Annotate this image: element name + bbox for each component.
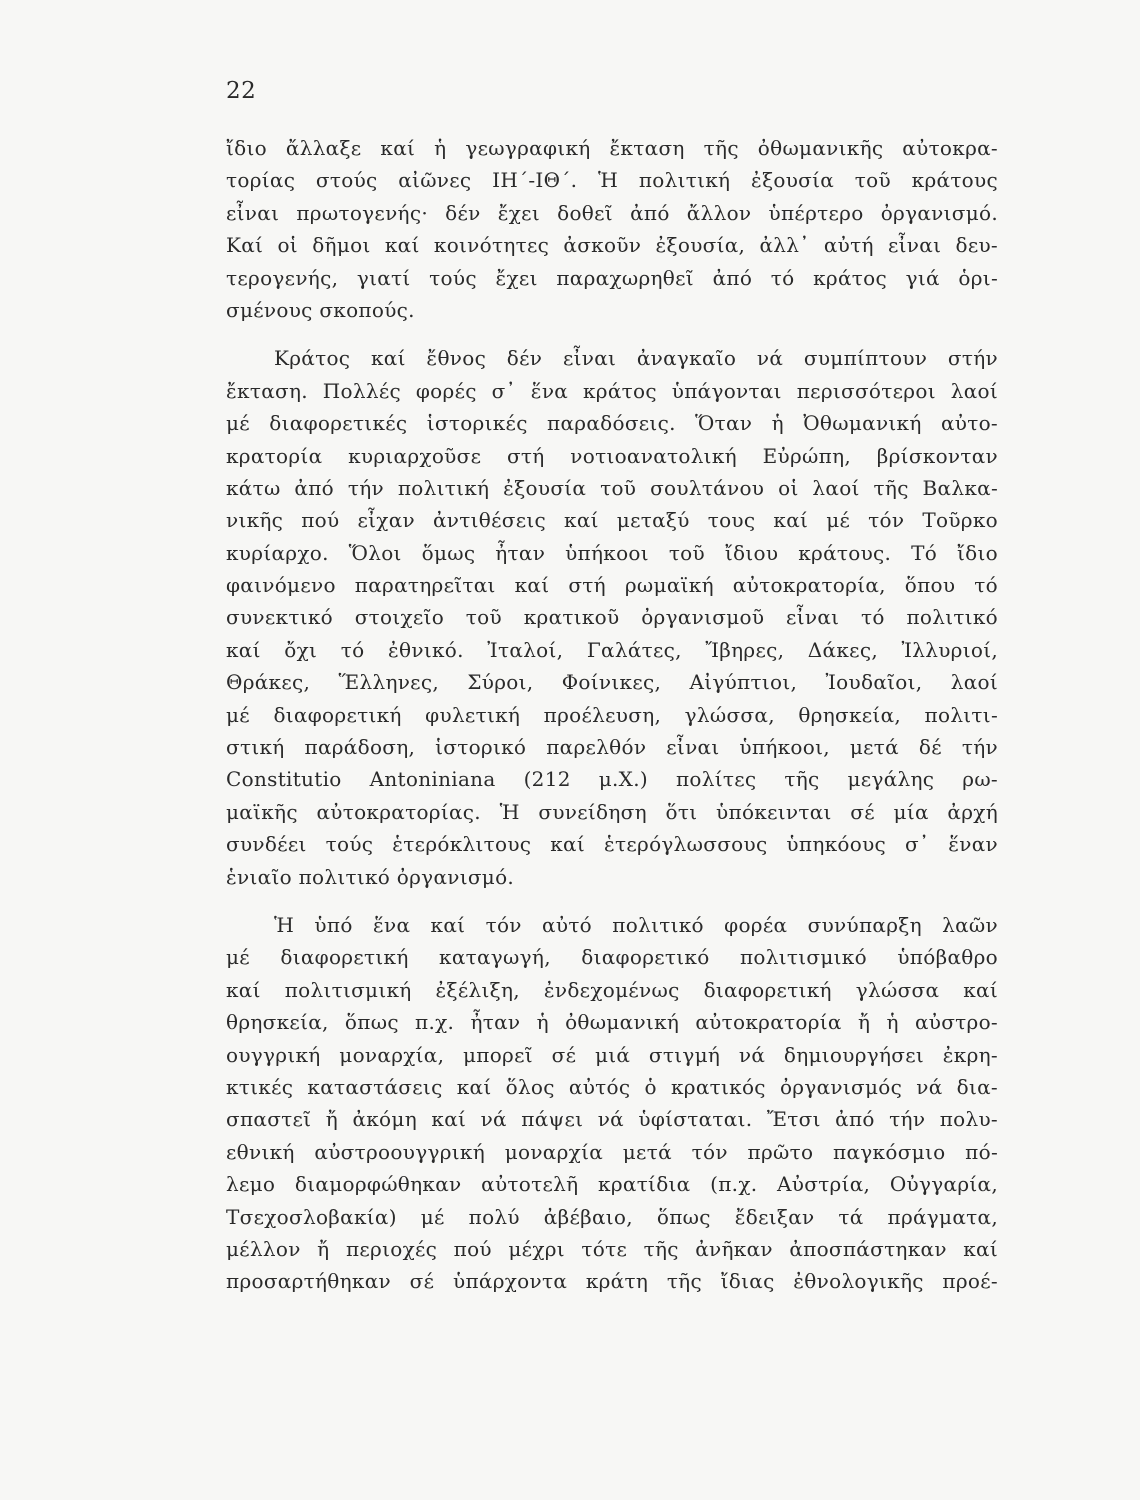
body-text — [226, 132, 998, 1298]
text-line: καί πολιτισμική ἐξέλιξη, ἐνδεχομένως διαφορετική γλώσσα καί — [226, 977, 998, 1002]
paragraph-spacer — [226, 893, 998, 909]
text-line: κυρίαρχο. Ὅλοι ὅμως ἦταν ὑπήκοοι τοῦ ἴδιου κράτους. Τό ἴδιο — [226, 540, 998, 565]
text-line: ἴδιο ἄλλαξε καί ἡ γεωγραφική ἔκταση τῆς ὀθωμανικῆς αὐτοκρα- — [226, 136, 998, 160]
text-line: φαινόμενο παρατηρεῖται καί στή ρωμαϊκή αὐτοκρατορία, ὅπου τό — [226, 573, 998, 598]
text-line: θρησκεία, ὅπως π.χ. ἦταν ἡ ὀθωμανική αὐτοκρατορία ἤ ἡ αὐστρο- — [226, 1010, 998, 1035]
text-line: μέ διαφορετικές ἱστορικές παραδόσεις. Ὅταν ἡ Ὀθωμανική αὐτο- — [226, 411, 998, 436]
paragraph-spacer — [226, 326, 998, 342]
paragraph — [226, 342, 998, 893]
text-line: καί ὄχι τό ἐθνικό. Ἰταλοί, Γαλάτες, Ἴβηρες, Δάκες, Ἰλλυριοί, — [226, 637, 998, 662]
text-line: Καί οἱ δῆμοι καί κοινότητες ἀσκοῦν ἐξουσία, ἀλλ᾽ αὐτή εἶναι δευ- — [226, 233, 998, 258]
text-line: εἶναι πρωτογενής· δέν ἔχει δοθεῖ ἀπό ἄλλον ὑπέρτερο ὀργανισμό. — [226, 200, 998, 225]
text-line: στική παράδοση, ἱστορικό παρελθόν εἶναι ὑπήκοοι, μετά δέ τήν — [226, 735, 998, 760]
text-line: κτικές καταστάσεις καί ὅλος αὐτός ὁ κρατικός ὀργανισμός νά δια- — [226, 1074, 998, 1099]
text-line: μαϊκῆς αὐτοκρατορίας. Ἡ συνείδηση ὅτι ὑπόκεινται σέ μία ἀρχή — [226, 799, 998, 824]
text-line: ἑνιαῖο πολιτικό ὀργανισμό. — [226, 864, 515, 889]
text-line: προσαρτήθηκαν σέ ὑπάρχοντα κράτη τῆς ἴδιας ἐθνολογικῆς προέ- — [226, 1269, 998, 1294]
text-line: κάτω ἀπό τήν πολιτική ἐξουσία τοῦ σουλτάνου οἱ λαοί τῆς Βαλκα- — [226, 475, 998, 500]
paragraph — [226, 132, 998, 326]
text-line: ουγγρική μοναρχία, μπορεῖ σέ μιά στιγμή νά δημιουργήσει ἐκρη- — [226, 1042, 998, 1067]
text-line: συνδέει τούς ἑτερόκλιτους καί ἑτερόγλωσσους ὑπηκόους σ᾽ ἕναν — [226, 832, 998, 857]
text-line: σπαστεῖ ἤ ἀκόμη καί νά πάψει νά ὑφίσταται. Ἔτσι ἀπό τήν πολυ- — [226, 1107, 998, 1132]
text-line: μέ διαφορετική καταγωγή, διαφορετικό πολιτισμικό ὑπόβαθρο — [226, 945, 998, 970]
text-line: Κράτος καί ἔθνος δέν εἶναι ἀναγκαῖο νά συμπίπτουν στήν — [274, 346, 998, 371]
text-line: σμένους σκοπούς. — [226, 297, 415, 322]
page-number: 22 — [226, 78, 257, 104]
text-line: μέλλον ἤ περιοχές πού μέχρι τότε τῆς ἀνῆκαν ἀποσπάστηκαν καί — [226, 1236, 998, 1261]
text-line: λεμο διαμορφώθηκαν αὐτοτελῆ κρατίδια (π.χ. Αὐστρία, Οὐγγαρία, — [226, 1172, 998, 1197]
text-line: Constitutio Antoniniana (212 μ.Χ.) πολίτες τῆς μεγάλης ρω- — [226, 767, 998, 792]
text-line: τερογενής, γιατί τούς ἔχει παραχωρηθεῖ ἀπό τό κράτος γιά ὁρι- — [226, 265, 998, 290]
text-line: Τσεχοσλοβακία) μέ πολύ ἀβέβαιο, ὅπως ἔδειξαν τά πράγματα, — [226, 1204, 998, 1229]
text-line: συνεκτικό στοιχεῖο τοῦ κρατικοῦ ὀργανισμοῦ εἶναι τό πολιτικό — [226, 605, 998, 630]
text-line: Ἡ ὑπό ἕνα καί τόν αὐτό πολιτικό φορέα συνύπαρξη λαῶν — [274, 912, 998, 937]
text-line: μέ διαφορετική φυλετική προέλευση, γλώσσα, θρησκεία, πολιτι- — [226, 702, 998, 727]
text-line: εθνική αὐστροουγγρική μοναρχία μετά τόν πρῶτο παγκόσμιο πό- — [226, 1139, 998, 1164]
text-line: τορίας στούς αἰῶνες ΙΗ΄-ΙΘ΄. Ἡ πολιτική ἐξουσία τοῦ κράτους — [226, 168, 998, 193]
text-line: νικῆς πού εἶχαν ἀντιθέσεις καί μεταξύ τους καί μέ τόν Τοῦρκο — [226, 508, 998, 533]
paragraph — [226, 909, 998, 1298]
text-line: ἔκταση. Πολλές φορές σ᾽ ἕνα κράτος ὑπάγονται περισσότεροι λαοί — [226, 378, 998, 403]
text-line: Θράκες, Ἕλληνες, Σύροι, Φοίνικες, Αἰγύπτιοι, Ἰουδαῖοι, λαοί — [226, 670, 998, 695]
text-line: κρατορία κυριαρχοῦσε στή νοτιοανατολική Εὐρώπη, βρίσκονταν — [226, 443, 998, 468]
